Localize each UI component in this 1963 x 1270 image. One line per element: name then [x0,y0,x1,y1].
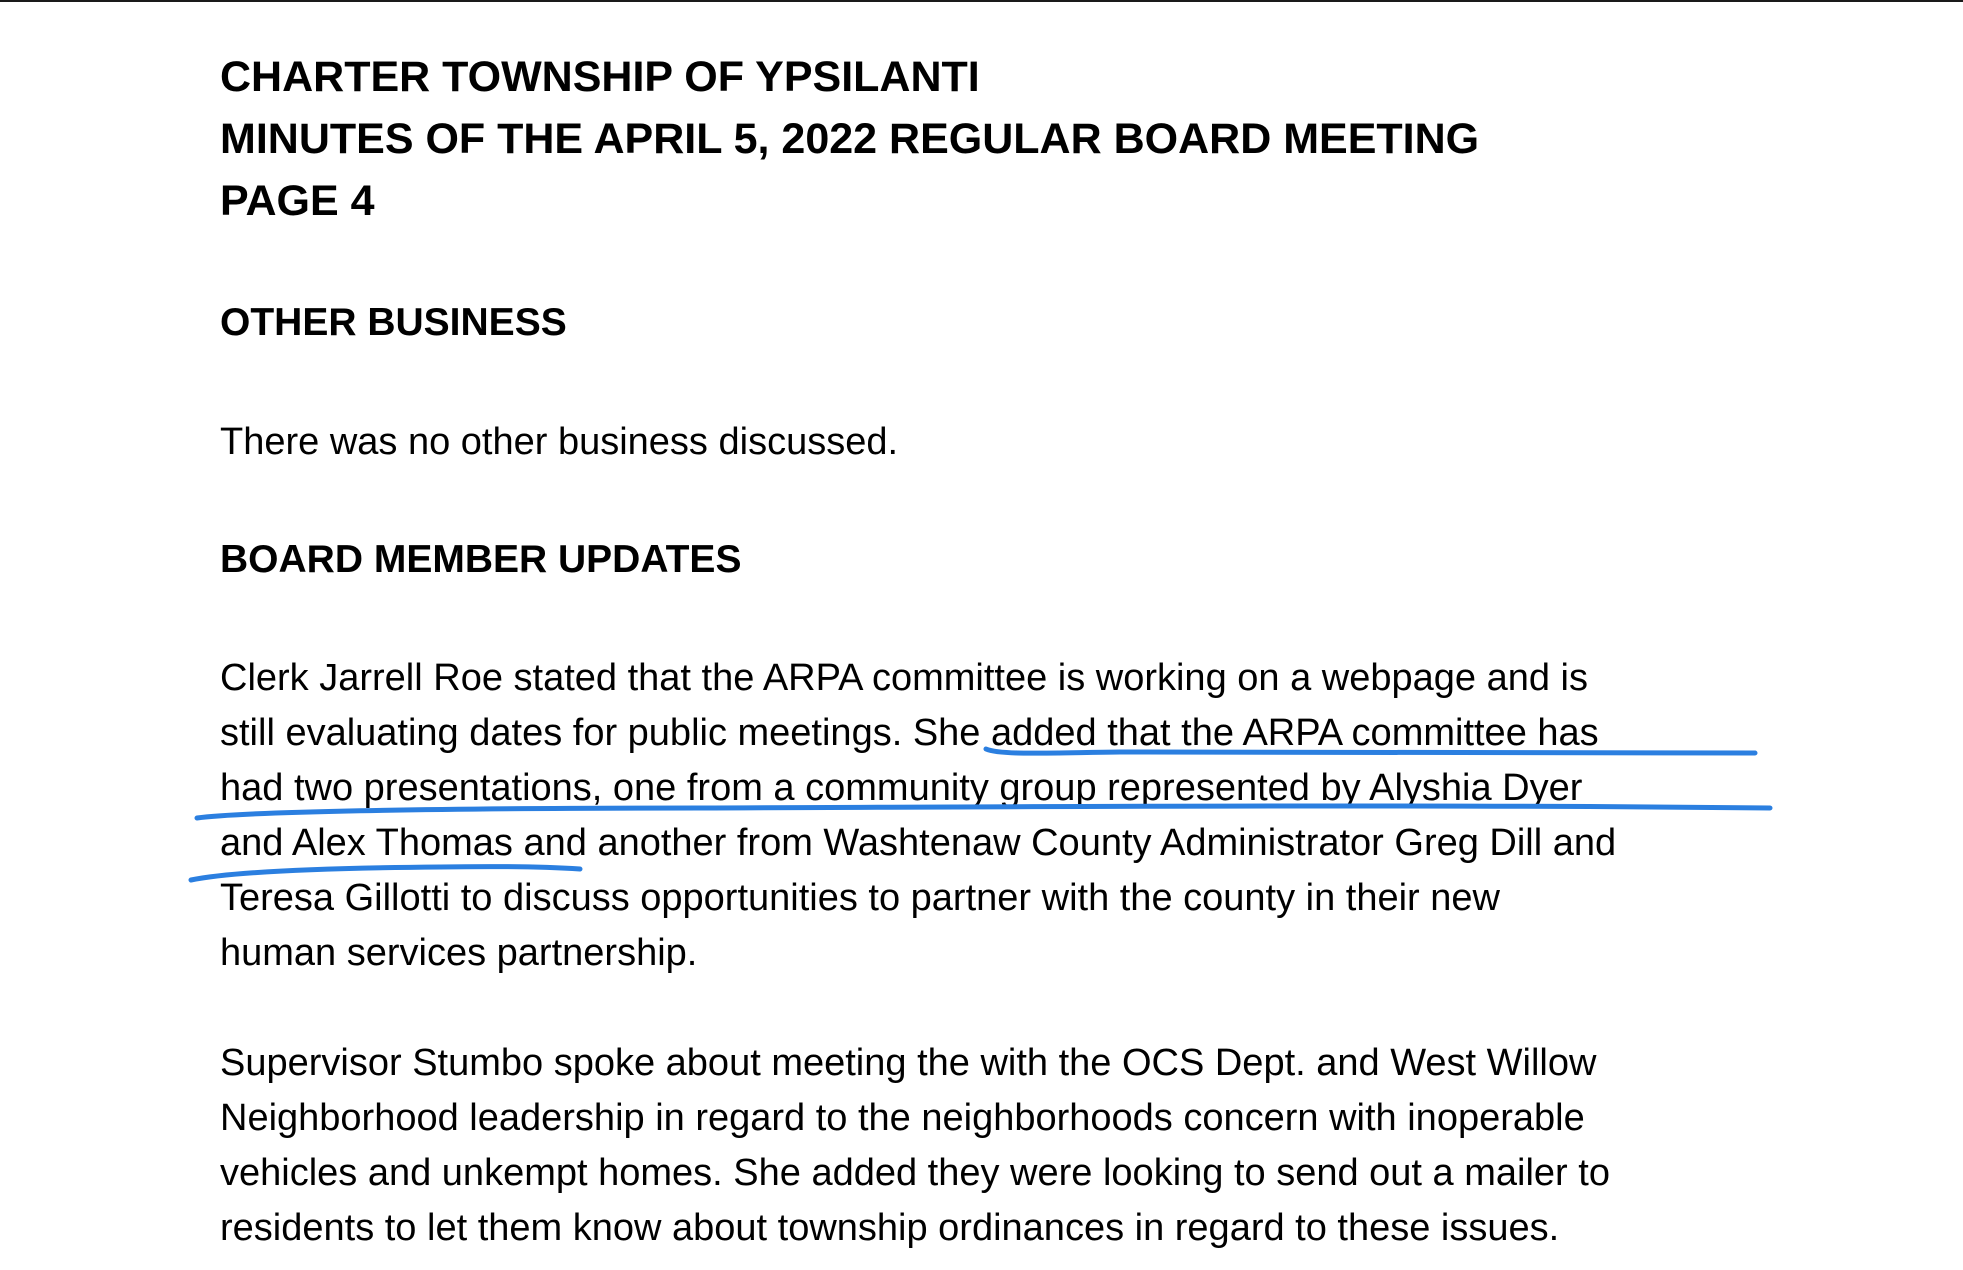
paragraph-line: Clerk Jarrell Roe stated that the ARPA committee is working on a webpage and is [220,657,1588,699]
paragraph-line: residents to let them know about township ordinances in regard to these issues. [220,1207,1560,1249]
paragraph-line: Supervisor Stumbo spoke about meeting the with the OCS Dept. and West Willow [220,1042,1597,1084]
paragraph-line: Neighborhood leadership in regard to the neighborhoods concern with inoperable [220,1097,1585,1139]
paragraph-line: Teresa Gillotti to discuss opportunities to partner with the county in their new [220,877,1500,919]
section-heading-other-business: OTHER BUSINESS [220,301,567,344]
page-number: PAGE 4 [220,177,375,225]
paragraph-other-business [220,415,898,470]
paragraph-line: There was no other business discussed. [220,421,899,463]
paragraph-line: vehicles and unkempt homes. She added they were looking to send out a mailer to [220,1152,1610,1194]
paragraph-line: had two presentations, one from a community group represented by Alyshia Dyer [220,767,1583,809]
paragraph-line: and Alex Thomas and another from Washtenaw County Administrator Greg Dill and [220,822,1617,864]
paragraph-line: human services partnership. [220,932,698,974]
document-title: CHARTER TOWNSHIP OF YPSILANTI [220,53,980,101]
paragraph-supervisor-update [220,1036,1610,1256]
paragraph-clerk-update [220,651,1616,981]
paragraph-line: still evaluating dates for public meetings. She added that the ARPA committee has [220,712,1599,754]
document-subtitle: MINUTES OF THE APRIL 5, 2022 REGULAR BOARD MEETING [220,115,1480,163]
section-heading-board-member-updates: BOARD MEMBER UPDATES [220,538,742,581]
